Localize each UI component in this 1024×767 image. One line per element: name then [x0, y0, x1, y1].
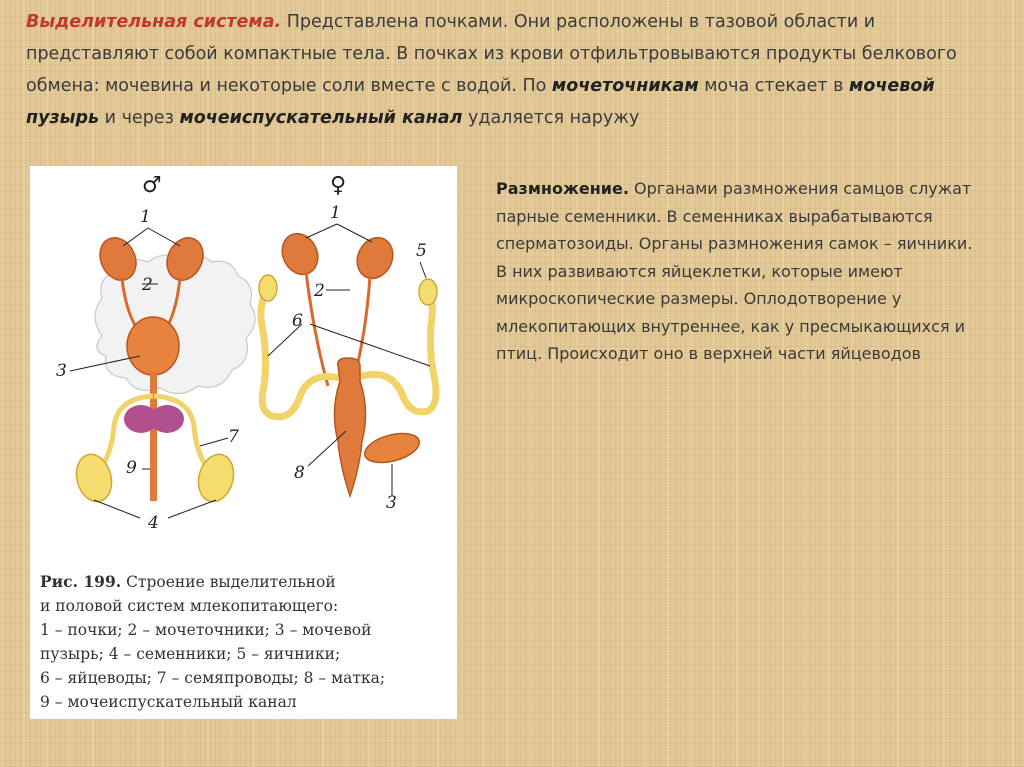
- intro-term-urethra: мочеиспускательный канал: [179, 108, 463, 128]
- label-m9: 9: [126, 458, 137, 478]
- caption-line-4: пузырь; 4 – семенники; 5 – яичники;: [40, 645, 341, 663]
- anatomy-figure: [30, 166, 457, 719]
- female-kidney-right: [351, 232, 400, 284]
- prostate-right: [150, 405, 184, 433]
- label-f1: 1: [330, 203, 341, 223]
- label-m7: 7: [228, 427, 239, 447]
- leader-m7: [200, 438, 228, 446]
- leader-m1: [123, 228, 180, 246]
- reproduction-heading: Размножение.: [496, 179, 629, 198]
- label-f3: 3: [386, 493, 397, 513]
- leader-f5: [420, 262, 426, 278]
- female-bladder: [362, 428, 423, 468]
- male-symbol: ♂: [142, 173, 162, 198]
- label-f6: 6: [292, 311, 303, 331]
- ovary-right: [419, 279, 437, 305]
- label-m4: 4: [148, 513, 159, 533]
- leader-f1: [306, 224, 372, 242]
- intro-text-2: моча стекает в: [698, 76, 850, 96]
- figure-caption: [40, 570, 452, 714]
- male-bladder: [127, 317, 179, 375]
- female-kidney-left: [276, 228, 325, 280]
- label-m3: 3: [56, 361, 67, 381]
- intro-text-4: удаляется наружу: [462, 108, 640, 128]
- label-m2: 2: [142, 275, 153, 295]
- intro-title: Выделительная система.: [26, 12, 282, 32]
- label-f8: 8: [294, 463, 305, 483]
- intro-text-1: Представлена почками. Они расположены в тазовой области и представляют собой компактные тела. В почках из крови отфильтровываются продукты белкового обмена: мочевина и некоторые соли вместе с водой. По: [26, 12, 957, 96]
- intro-text-3: и через: [99, 108, 180, 128]
- label-m1: 1: [140, 207, 151, 227]
- caption-line-2: и половой систем млекопитающего:: [40, 597, 339, 615]
- female-symbol: ♀: [330, 173, 347, 198]
- anatomy-diagram: [30, 166, 457, 566]
- caption-line-5: 6 – яйцеводы; 7 – семяпроводы; 8 – матка;: [40, 669, 386, 687]
- reproduction-text: Органами размножения самцов служат парные семенники. В семенниках вырабатываются сперматозоиды. Органы размножения самок – яичники. В них развиваются яйцеклетки, которые имеют микроскопические размеры. Оплодотворение у млекопитающих внутреннее, как у пресмыкающихся и птиц. Происходит оно в верхней части яйцеводов: [496, 179, 973, 363]
- intro-term-ureters: мочеточникам: [551, 76, 699, 96]
- ovary-left: [259, 275, 277, 301]
- intro-paragraph: [26, 6, 1011, 134]
- label-f5: 5: [416, 241, 427, 261]
- intro-term-bladder: мочевой пузырь: [26, 76, 935, 128]
- testis-left: [71, 450, 116, 505]
- label-f2: 2: [314, 281, 325, 301]
- male-urethra: [150, 371, 157, 501]
- caption-title: Рис. 199.: [40, 572, 122, 591]
- reproduction-paragraph: [496, 175, 976, 368]
- caption-line-1: Рис. 199. Строение выделительной: [40, 572, 336, 591]
- caption-line-3: 1 – почки; 2 – мочеточники; 3 – мочевой: [40, 621, 372, 639]
- caption-line-6: 9 – мочеиспускательный канал: [40, 693, 297, 711]
